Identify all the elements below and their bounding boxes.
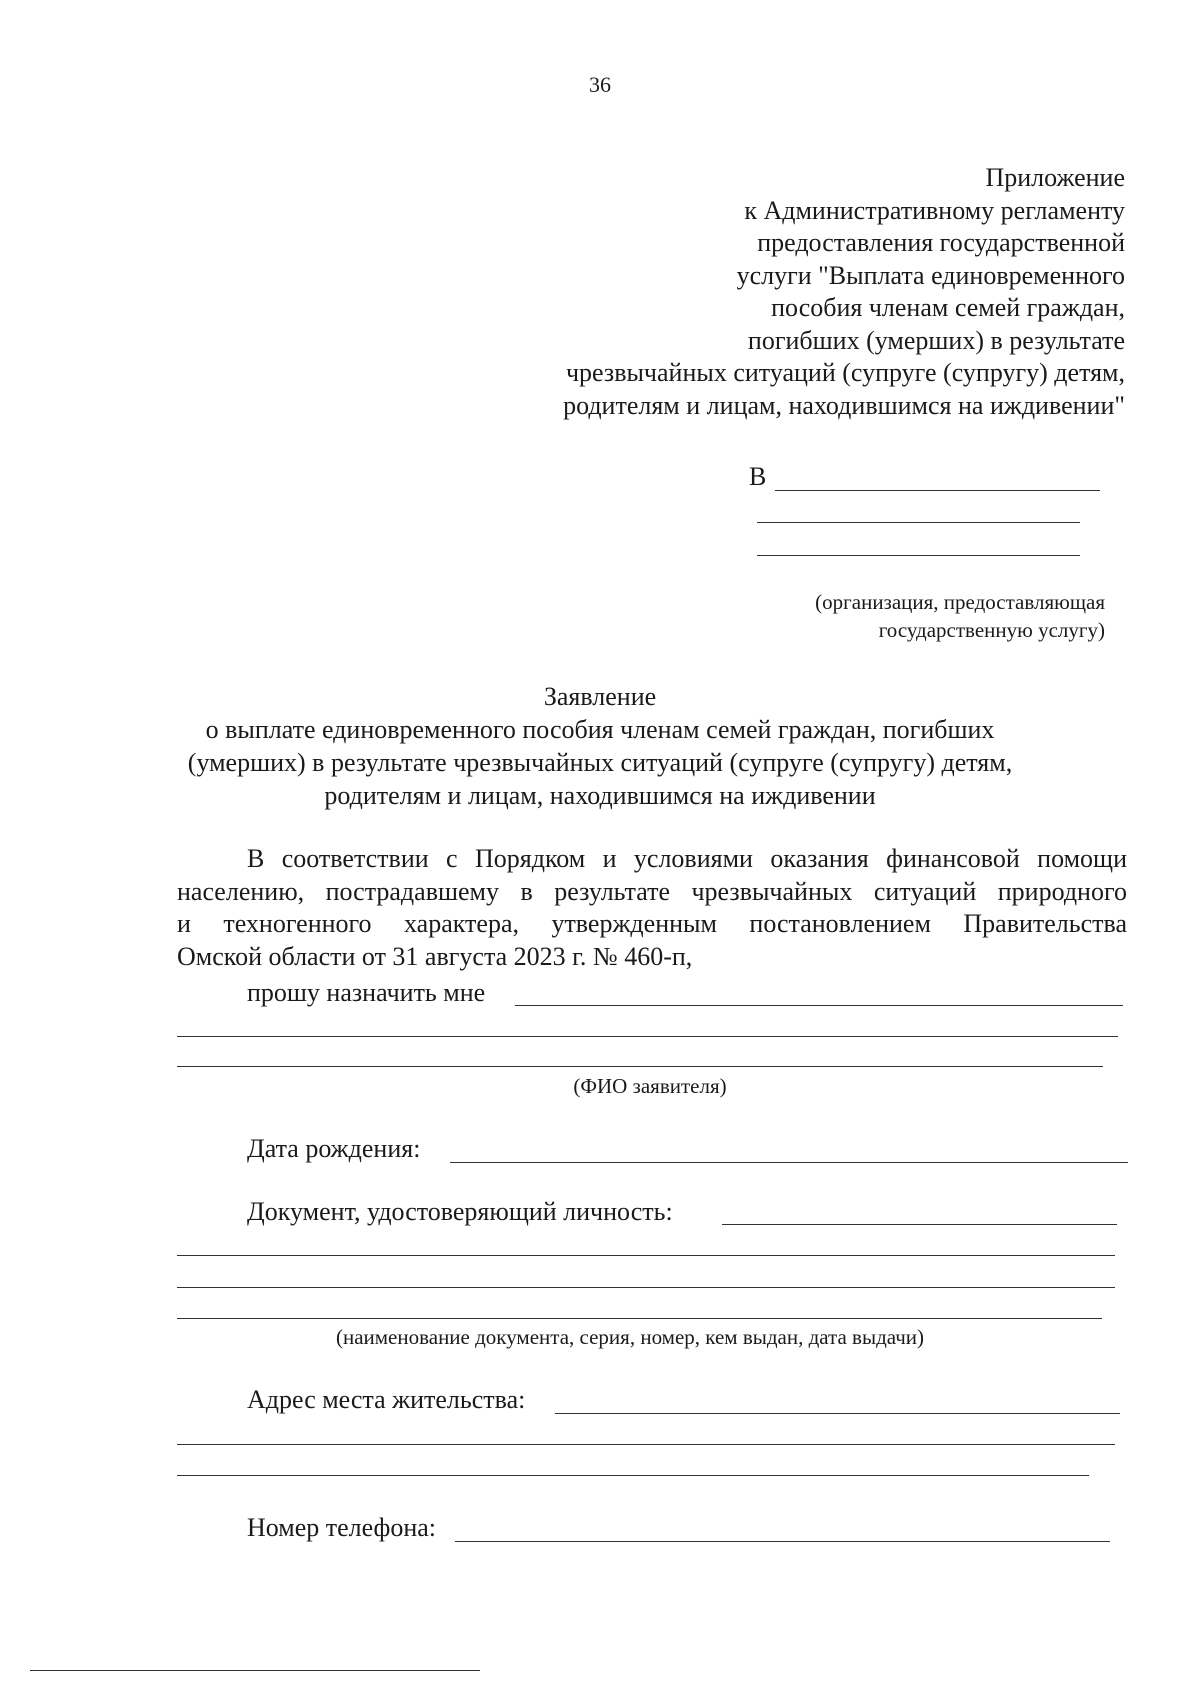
appendix-block [425, 162, 1125, 422]
body-line: В соответствии с Порядком и условиями оказания финансовой помощи [247, 844, 1127, 873]
appendix-line: услуги "Выплата единовременного [736, 260, 1125, 290]
appendix-line: Приложение [985, 163, 1125, 192]
appendix-line: родителям и лицам, находившимся на иждивении" [563, 390, 1125, 420]
appendix-line: погибших (умерших) в результате [747, 325, 1125, 355]
title-line: (умерших) в результате чрезвычайных ситуаций (супруге (супругу) детям, [187, 748, 1013, 777]
request-field-line-1[interactable] [515, 1005, 1123, 1006]
address-field-line-1[interactable] [555, 1413, 1120, 1414]
request-label: прошу назначить мне [247, 978, 486, 1007]
id-document-label: Документ, удостоверяющий личность: [247, 1197, 673, 1226]
recipient-field-line-3[interactable] [757, 555, 1080, 556]
recipient-caption-line: (организация, предоставляющая [815, 590, 1105, 614]
appendix-line: к Административному регламенту [744, 195, 1125, 225]
recipient-field-line-2[interactable] [757, 522, 1080, 523]
body-paragraph [177, 843, 1127, 974]
body-line: населению, пострадавшему в результате чрезвычайных ситуаций природного [177, 876, 1127, 906]
id-document-field-line-1[interactable] [722, 1224, 1117, 1225]
birth-date-label: Дата рождения: [247, 1134, 421, 1163]
page-number: 36 [589, 72, 611, 97]
phone-label: Номер телефона: [247, 1513, 437, 1542]
title-line: о выплате единовременного пособия членам семей граждан, погибших [205, 715, 995, 744]
address-field-line-3[interactable] [177, 1475, 1089, 1476]
recipient-field-line-1[interactable] [775, 490, 1100, 491]
body-line: и техногенного характера, утвержденным постановлением Правительства [177, 909, 1127, 939]
id-document-field-line-3[interactable] [177, 1287, 1115, 1288]
recipient-caption-line: государственную услугу) [878, 618, 1105, 642]
title-line: родителям и лицам, находившимся на иждивении [324, 781, 876, 810]
birth-date-field-line[interactable] [450, 1162, 1128, 1163]
recipient-prefix: В [749, 462, 767, 491]
request-field-line-2[interactable] [177, 1036, 1118, 1037]
address-field-line-2[interactable] [177, 1444, 1115, 1445]
body-line: Омской области от 31 августа 2023 г. № 460-п, [177, 942, 693, 972]
appendix-line: предоставления государственной [757, 228, 1125, 257]
recipient-caption [605, 588, 1105, 644]
request-field-line-3[interactable] [177, 1066, 1103, 1067]
title-heading: Заявление [543, 682, 657, 711]
id-document-caption: (наименование документа, серия, номер, кем выдан, дата выдачи) [335, 1325, 925, 1349]
footnote-separator [30, 1670, 480, 1671]
application-title [150, 680, 1050, 812]
appendix-line: пособия членам семей граждан, [771, 293, 1125, 322]
appendix-line: чрезвычайных ситуаций (супруге (супругу) детям, [565, 358, 1125, 387]
id-document-field-line-2[interactable] [177, 1255, 1115, 1256]
id-document-field-line-4[interactable] [177, 1318, 1102, 1319]
address-label: Адрес места жительства: [247, 1385, 526, 1414]
phone-field-line[interactable] [455, 1541, 1110, 1542]
fio-caption: (ФИО заявителя) [573, 1074, 727, 1098]
